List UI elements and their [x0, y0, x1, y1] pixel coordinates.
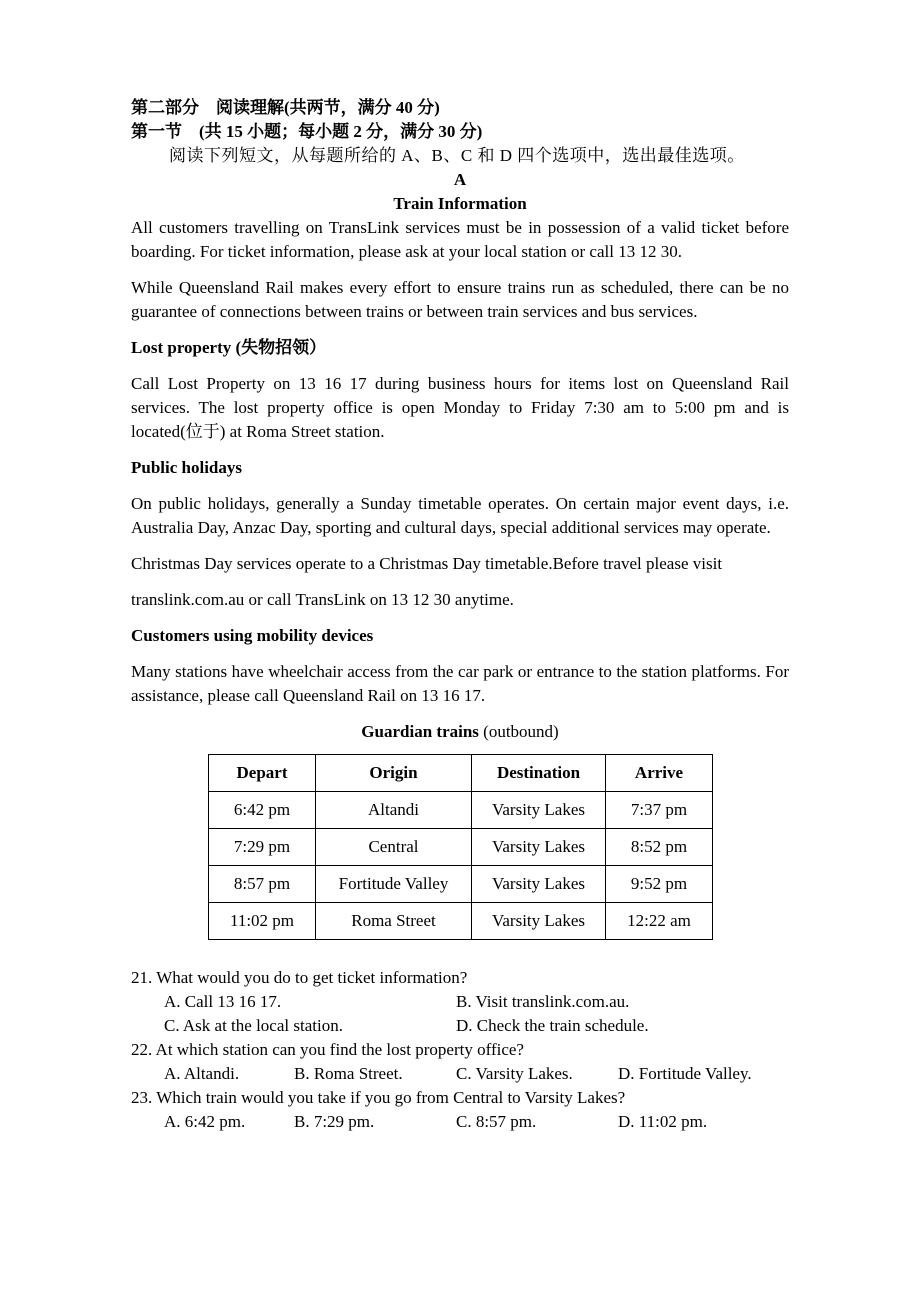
question-22-options [131, 1062, 789, 1086]
question-21: 21. What would you do to get ticket information? [131, 968, 468, 987]
cell-destination: Varsity Lakes [472, 792, 606, 829]
option-c[interactable]: C. 8:57 pm. [456, 1112, 537, 1131]
option-a[interactable]: A. Altandi. [164, 1064, 240, 1083]
col-header-arrive: Arrive [606, 755, 713, 792]
cell-origin: Altandi [316, 792, 472, 829]
question-23: 23. Which train would you take if you go from Central to Varsity Lakes? [131, 1088, 626, 1107]
option-d[interactable]: D. Check the train schedule. [456, 1016, 649, 1035]
mobility-text: Many stations have wheelchair access from the car park or entrance to the station platforms. For assistance, please call Queensland Rail on 13 16 17. [131, 662, 789, 705]
cell-destination: Varsity Lakes [472, 829, 606, 866]
passage-label: A [453, 170, 467, 189]
cell-destination: Varsity Lakes [472, 866, 606, 903]
public-holidays-heading: Public holidays [131, 458, 243, 477]
table-row [209, 903, 713, 940]
lost-property-text: Call Lost Property on 13 16 17 during business hours for items lost on Queensland Rail services. The lost property office is open Monday to Friday 7:30 am to 5:00 pm and is located(位于) at Roma Street station. [131, 374, 789, 441]
document-page [131, 96, 789, 1134]
paragraph-connections: While Queensland Rail makes every effort to ensure trains run as scheduled, there can be no guarantee of connections between trains or between train services and bus services. [131, 278, 789, 321]
instructions: 阅读下列短文，从每题所给的 A、B、C 和 D 四个选项中，选出最佳选项。 [169, 146, 745, 165]
cell-depart: 7:29 pm [209, 829, 316, 866]
table-row [209, 829, 713, 866]
timetable-title [131, 720, 789, 744]
christmas-text: Christmas Day services operate to a Christmas Day timetable.Before travel please visit [131, 554, 723, 573]
option-b[interactable]: B. Visit translink.com.au. [456, 992, 630, 1011]
passage-title: Train Information [393, 194, 527, 213]
col-header-depart: Depart [209, 755, 316, 792]
col-header-origin: Origin [316, 755, 472, 792]
timetable-title-bold: Guardian trains [361, 722, 479, 741]
option-a[interactable]: A. Call 13 16 17. [164, 992, 282, 1011]
option-c[interactable]: C. Varsity Lakes. [456, 1064, 573, 1083]
question-23-options [131, 1110, 789, 1134]
cell-arrive: 7:37 pm [606, 792, 713, 829]
part-title: 第二部分 阅读理解(共两节，满分 40 分) [131, 98, 440, 117]
cell-arrive: 12:22 am [606, 903, 713, 940]
lost-property-heading: Lost property (失物招领） [131, 338, 327, 357]
public-holidays-text: On public holidays, generally a Sunday timetable operates. On certain major event days, i.e. Australia Day, Anzac Day, sporting and cultural days, special additional services may operate. [131, 494, 789, 537]
table-row [209, 792, 713, 829]
timetable [208, 754, 713, 940]
section-title: 第一节 (共 15 小题；每小题 2 分，满分 30 分) [131, 122, 483, 141]
option-b[interactable]: B. Roma Street. [294, 1064, 403, 1083]
table-row [209, 866, 713, 903]
cell-origin: Central [316, 829, 472, 866]
cell-depart: 8:57 pm [209, 866, 316, 903]
cell-depart: 11:02 pm [209, 903, 316, 940]
cell-depart: 6:42 pm [209, 792, 316, 829]
option-a[interactable]: A. 6:42 pm. [164, 1112, 246, 1131]
cell-destination: Varsity Lakes [472, 903, 606, 940]
paragraph-tickets: All customers travelling on TransLink services must be in possession of a valid ticket before boarding. For ticket information, please ask at your local station or call 13 12 30. [131, 218, 789, 261]
cell-arrive: 8:52 pm [606, 829, 713, 866]
option-b[interactable]: B. 7:29 pm. [294, 1112, 375, 1131]
question-21-options-2 [131, 1014, 789, 1038]
questions [131, 966, 789, 1134]
col-header-destination: Destination [472, 755, 606, 792]
question-21-options [131, 990, 789, 1014]
cell-origin: Fortitude Valley [316, 866, 472, 903]
mobility-heading: Customers using mobility devices [131, 626, 374, 645]
christmas-text-continued: translink.com.au or call TransLink on 13 12 30 anytime. [131, 590, 514, 609]
timetable-title-rest: (outbound) [478, 722, 559, 741]
cell-arrive: 9:52 pm [606, 866, 713, 903]
timetable-header-row [209, 755, 713, 792]
question-22: 22. At which station can you find the lost property office? [131, 1040, 524, 1059]
option-d[interactable]: D. Fortitude Valley. [618, 1064, 752, 1083]
option-c[interactable]: C. Ask at the local station. [164, 1016, 343, 1035]
option-d[interactable]: D. 11:02 pm. [618, 1112, 708, 1131]
cell-origin: Roma Street [316, 903, 472, 940]
